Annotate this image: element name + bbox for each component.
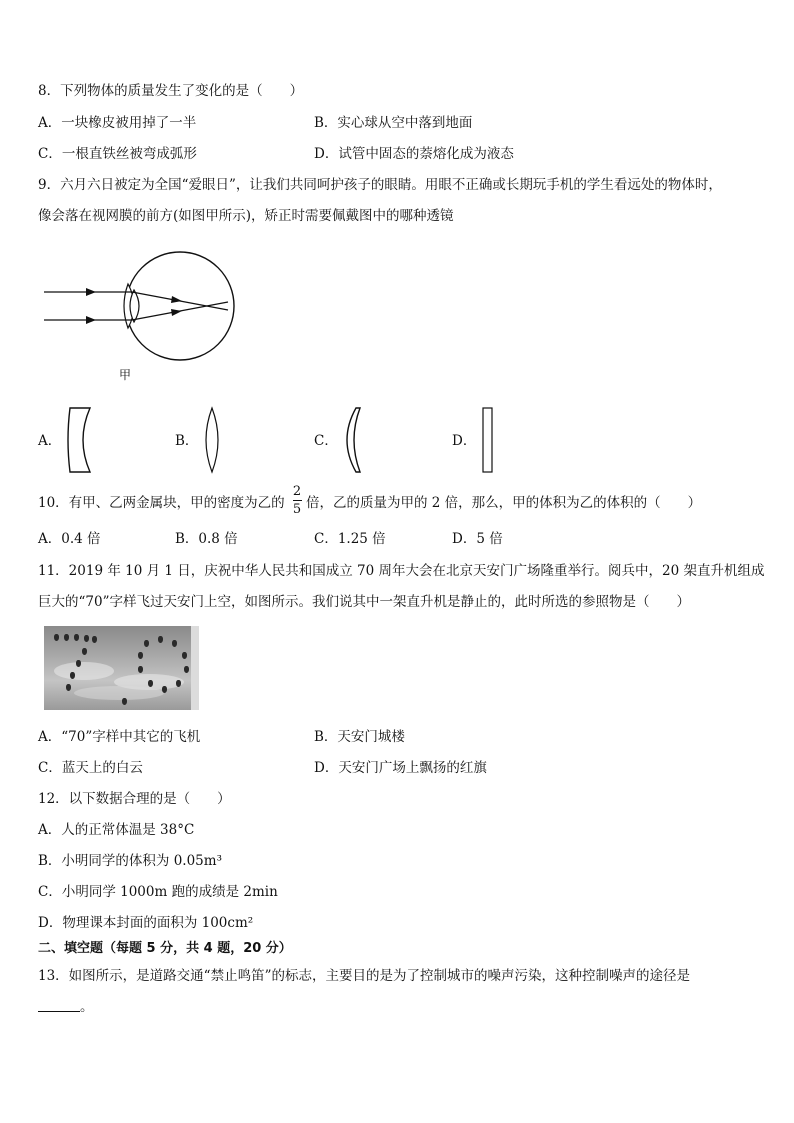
- q10-stem-end: 倍，乙的质量为甲的 2 倍，那么，甲的体积为乙的体积的（ ）: [306, 495, 702, 511]
- q8-stem: 8．下列物体的质量发生了变化的是（ ）: [38, 83, 304, 99]
- q10-option-b: B．0.8 倍: [175, 531, 238, 547]
- q8-option-b: B．实心球从空中落到地面: [314, 115, 473, 131]
- q12-stem: 12．以下数据合理的是（ ）: [38, 791, 231, 807]
- q12-option-c: C．小明同学 1000m 跑的成绩是 2min: [38, 884, 278, 900]
- q13-answer-blank[interactable]: [38, 1011, 80, 1012]
- fraction-numerator: 2: [292, 484, 302, 499]
- q13-tail: 。: [80, 999, 94, 1015]
- section-2-heading: 二、填空题（每题 5 分，共 4 题，20 分）: [38, 941, 292, 956]
- q10-fraction: [290, 484, 304, 517]
- q12-option-b: B．小明同学的体积为 0.05m³: [38, 853, 222, 869]
- q13-stem: 13．如图所示，是道路交通“禁止鸣笛”的标志，主要目的是为了控制城市的噪声污染，这种控制噪声的途径是: [38, 968, 690, 984]
- q9-stem-line2: 像会落在视网膜的前方(如图甲所示)，矫正时需要佩戴图中的哪种透镜: [38, 208, 454, 224]
- q10-option-d: D．5 倍: [452, 531, 503, 547]
- q10-option-c: C．1.25 倍: [314, 531, 386, 547]
- q9-option-c-letter: C．: [314, 433, 338, 449]
- q12-option-a: A．人的正常体温是 38°C: [38, 822, 195, 838]
- eye-diagram: [40, 250, 240, 370]
- glass-plate-icon: [481, 406, 495, 474]
- q12-option-d: D．物理课本封面的面积为 100cm²: [38, 915, 254, 931]
- helicopter-formation-photo: [44, 626, 199, 710]
- q11-stem-line1: 11．2019 年 10 月 1 日，庆祝中华人民共和国成立 70 周年大会在北京天安门广场隆重举行。阅兵中，20 架直升机组成: [38, 563, 765, 579]
- q8-option-a: A．一块橡皮被用掉了一半: [38, 115, 197, 131]
- q11-option-c: C．蓝天上的白云: [38, 760, 143, 776]
- q10-stem-start: 10．有甲、乙两金属块，甲的密度为乙的: [38, 495, 285, 511]
- q11-option-b: B．天安门城楼: [314, 729, 405, 745]
- q11-option-d: D．天安门广场上飘扬的红旗: [314, 760, 487, 776]
- q8-option-c: C．一根直铁丝被弯成弧形: [38, 146, 197, 162]
- figure-label-jia: 甲: [119, 368, 132, 382]
- q9-stem-line1: 9．六月六日被定为全国“爱眼日”，让我们共同呵护孩子的眼睛。用眼不正确或长期玩手机的学生看远处的物体时，: [38, 177, 722, 193]
- q11-stem-line2: 巨大的“70”字样飞过天安门上空，如图所示。我们说其中一架直升机是静止的，此时所选的参照物是（ ）: [38, 594, 690, 610]
- concave-lens-icon: [66, 406, 96, 474]
- q8-option-d: D．试管中固态的萘熔化成为液态: [314, 146, 514, 162]
- q10-option-a: A．0.4 倍: [38, 531, 101, 547]
- q11-option-a: A．“70”字样中其它的飞机: [38, 729, 201, 745]
- q9-option-a-letter: A．: [38, 433, 62, 449]
- convex-lens-icon: [202, 406, 222, 474]
- q9-option-d-letter: D．: [452, 433, 477, 449]
- fraction-denominator: 5: [292, 502, 302, 517]
- q9-option-b-letter: B．: [175, 433, 199, 449]
- meniscus-lens-icon: [338, 406, 364, 474]
